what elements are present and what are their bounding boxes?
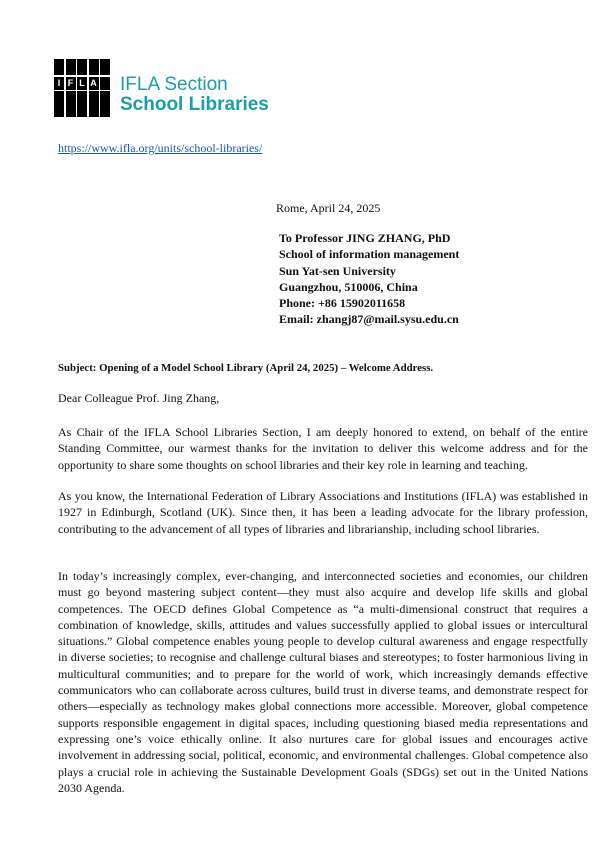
body-paragraph: In today’s increasingly complex, ever-changing, and interconnected societies and economies, our children must go beyond mastering subject content—they must also acquire and develop life skills and global competences. The OECD defines Global Competence as “a multi-dimensional construct that requires a combination of knowledge, skills, attitudes and values successfully applied to global issues or intercultural situations.” Global competence enables young people to develop cultural awareness and engage respectfully in diverse societies; to recognise and challenge cultural biases and stereotypes; to foster harmonious living in multicultural communities; and to prepare for the world of work, which increasingly demands effective communicators who can collaborate across cultures, build trust in diverse teams, and demonstrate respect for others—especially as technology makes global connections more accessible. Moreover, global competence supports responsible engagement in digital spaces, including questioning biased media representations and expressing one’s voice ethically online. It also nurtures care for global issues and encourages active involvement in addressing social, political, economic, and environmental challenges. Global competence also plays a crucial role in achieving the Sustainable Development Goals (SDGs) set out in the United Nations 2030 Agenda. (58, 569, 588, 795)
place-date: Rome, April 24, 2025 (276, 201, 381, 215)
ifla-logo (53, 58, 269, 118)
recipient-email: Email: zhangj87@mail.sysu.edu.cn (279, 312, 459, 327)
logo-letter: A (90, 77, 97, 88)
logo-section-label: IFLA Section (120, 74, 228, 95)
logo-letter: L (77, 77, 87, 90)
section-website-link[interactable]: https://www.ifla.org/units/school-libraries/ (58, 141, 263, 155)
recipient-phone: Phone: +86 15902011658 (279, 296, 406, 311)
logo-letter: F (66, 77, 76, 90)
recipient-address (279, 230, 459, 328)
logo-text (120, 75, 269, 115)
logo-letter: I (54, 77, 64, 90)
recipient-department: School of information management (279, 247, 460, 262)
body-paragraph: As Chair of the IFLA School Libraries Section, I am deeply honored to extend, on behalf of the entire Standing Committee, our warmest thanks for the invitation to deliver this welcome address and for the opportunity to share some thoughts on school libraries and their key role in learning and teaching. (58, 425, 588, 472)
ifla-logo-mark (53, 58, 111, 118)
recipient-university: Sun Yat-sen University (279, 263, 396, 278)
salutation: Dear Colleague Prof. Jing Zhang, (58, 391, 220, 405)
logo-unit-label: School Libraries (120, 94, 269, 115)
recipient-name: To Professor JING ZHANG, PhD (279, 231, 451, 245)
subject-line: Subject: Opening of a Model School Library (April 24, 2025) – Welcome Address. (58, 362, 434, 374)
recipient-city: Guangzhou, 510006, China (279, 279, 418, 294)
body-paragraph: As you know, the International Federation of Library Associations and Institutions (IFLA) was established in 1927 in Edinburgh, Scotland (UK). Since then, it has been a leading advocate for the library profession, contributing to the advancement of all types of libraries and librarianship, including school libraries. (58, 489, 588, 536)
